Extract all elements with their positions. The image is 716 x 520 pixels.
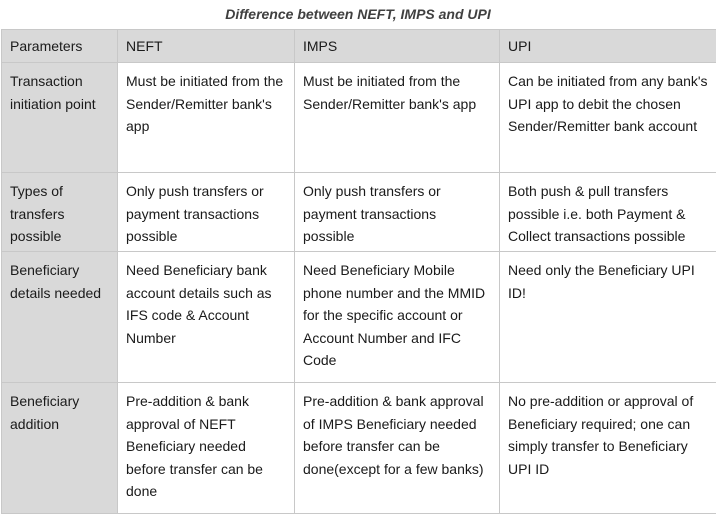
table-title: Difference between NEFT, IMPS and UPI (0, 0, 716, 29)
header-parameters: Parameters (2, 30, 118, 63)
parameter-cell: Beneficiary details needed (2, 252, 118, 383)
header-imps: IMPS (295, 30, 500, 63)
neft-cell: Pre-addition & bank approval of NEFT Beneficiary needed before transfer can be done (118, 383, 295, 514)
imps-cell: Only push transfers or payment transactions possible (295, 173, 500, 252)
table-row (2, 63, 716, 173)
header-neft: NEFT (118, 30, 295, 63)
table-row (2, 252, 716, 383)
upi-cell: Need only the Beneficiary UPI ID! (500, 252, 716, 383)
neft-cell: Must be initiated from the Sender/Remitter bank's app (118, 63, 295, 173)
table-row (2, 383, 716, 514)
neft-cell: Only push transfers or payment transactions possible (118, 173, 295, 252)
header-row (2, 30, 716, 63)
comparison-table (1, 29, 716, 514)
neft-cell: Need Beneficiary bank account details such as IFS code & Account Number (118, 252, 295, 383)
parameter-cell: Beneficiary addition (2, 383, 118, 514)
parameter-cell: Transaction initiation point (2, 63, 118, 173)
imps-cell: Must be initiated from the Sender/Remitter bank's app (295, 63, 500, 173)
parameter-cell: Types of transfers possible (2, 173, 118, 252)
table-row (2, 173, 716, 252)
imps-cell: Need Beneficiary Mobile phone number and the MMID for the specific account or Account Number and IFC Code (295, 252, 500, 383)
upi-cell: No pre-addition or approval of Beneficiary required; one can simply transfer to Beneficiary UPI ID (500, 383, 716, 514)
imps-cell: Pre-addition & bank approval of IMPS Beneficiary needed before transfer can be done(except for a few banks) (295, 383, 500, 514)
upi-cell: Both push & pull transfers possible i.e. both Payment & Collect transactions possible (500, 173, 716, 252)
header-upi: UPI (500, 30, 716, 63)
upi-cell: Can be initiated from any bank's UPI app to debit the chosen Sender/Remitter bank account (500, 63, 716, 173)
